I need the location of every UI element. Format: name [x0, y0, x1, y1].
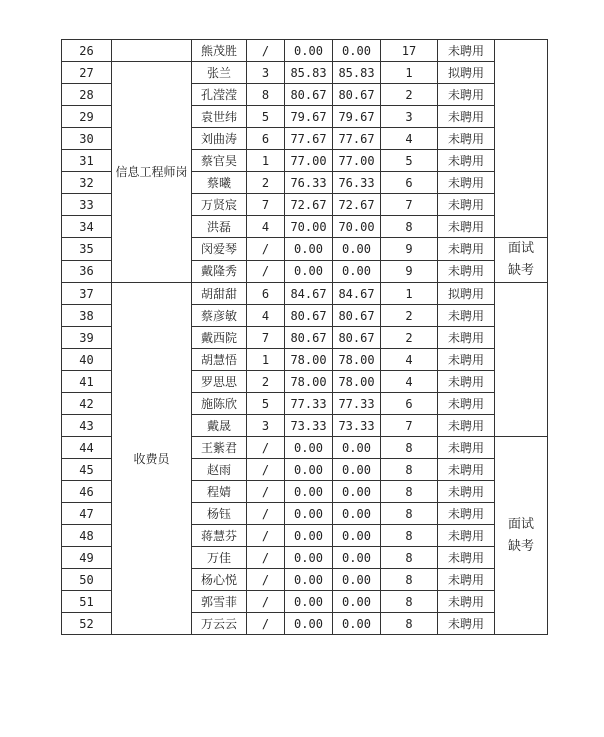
- cell-score2: 84.67: [333, 283, 381, 305]
- cell-score1: 0.00: [285, 260, 333, 283]
- cell-ticket: /: [247, 569, 285, 591]
- cell-score1: 77.00: [285, 150, 333, 172]
- cell-ticket: 3: [247, 62, 285, 84]
- cell-score1: 80.67: [285, 327, 333, 349]
- cell-score1: 0.00: [285, 481, 333, 503]
- cell-score2: 80.67: [333, 327, 381, 349]
- cell-rank: 3: [381, 106, 438, 128]
- cell-score2: 0.00: [333, 238, 381, 261]
- cell-no: 51: [62, 591, 112, 613]
- cell-status: 未聘用: [438, 613, 495, 635]
- cell-status: 未聘用: [438, 238, 495, 261]
- cell-no: 49: [62, 547, 112, 569]
- cell-name: 蔡官昊: [192, 150, 247, 172]
- cell-status: 未聘用: [438, 172, 495, 194]
- cell-score2: 85.83: [333, 62, 381, 84]
- cell-score1: 80.67: [285, 305, 333, 327]
- cell-rank: 6: [381, 172, 438, 194]
- cell-no: 32: [62, 172, 112, 194]
- position-group: [112, 40, 192, 62]
- cell-score2: 76.33: [333, 172, 381, 194]
- cell-score2: 77.00: [333, 150, 381, 172]
- cell-ticket: 7: [247, 327, 285, 349]
- cell-name: 袁世纬: [192, 106, 247, 128]
- cell-name: 戴西院: [192, 327, 247, 349]
- cell-score2: 80.67: [333, 84, 381, 106]
- cell-no: 39: [62, 327, 112, 349]
- cell-ticket: /: [247, 260, 285, 283]
- cell-ticket: 7: [247, 194, 285, 216]
- cell-rank: 8: [381, 569, 438, 591]
- cell-score2: 78.00: [333, 371, 381, 393]
- cell-no: 48: [62, 525, 112, 547]
- cell-ticket: /: [247, 238, 285, 261]
- remark-cell: 面试 缺考: [495, 238, 548, 283]
- cell-status: 未聘用: [438, 525, 495, 547]
- cell-no: 33: [62, 194, 112, 216]
- cell-score1: 85.83: [285, 62, 333, 84]
- cell-score2: 72.67: [333, 194, 381, 216]
- cell-name: 胡慧悟: [192, 349, 247, 371]
- cell-score1: 0.00: [285, 547, 333, 569]
- cell-rank: 1: [381, 62, 438, 84]
- cell-name: 杨心悦: [192, 569, 247, 591]
- cell-status: 未聘用: [438, 40, 495, 62]
- cell-name: 万贤宸: [192, 194, 247, 216]
- cell-ticket: /: [247, 437, 285, 459]
- cell-name: 万佳: [192, 547, 247, 569]
- cell-rank: 6: [381, 393, 438, 415]
- cell-name: 赵雨: [192, 459, 247, 481]
- cell-name: 洪磊: [192, 216, 247, 238]
- cell-name: 刘曲涛: [192, 128, 247, 150]
- cell-ticket: 6: [247, 283, 285, 305]
- cell-rank: 1: [381, 283, 438, 305]
- cell-name: 程婧: [192, 481, 247, 503]
- cell-status: 未聘用: [438, 150, 495, 172]
- cell-no: 40: [62, 349, 112, 371]
- cell-status: 未聘用: [438, 349, 495, 371]
- cell-name: 熊茂胜: [192, 40, 247, 62]
- cell-rank: 9: [381, 238, 438, 261]
- cell-no: 52: [62, 613, 112, 635]
- cell-name: 蒋慧芬: [192, 525, 247, 547]
- cell-ticket: /: [247, 459, 285, 481]
- cell-no: 30: [62, 128, 112, 150]
- cell-status: 未聘用: [438, 194, 495, 216]
- cell-name: 戴晟: [192, 415, 247, 437]
- cell-name: 杨钰: [192, 503, 247, 525]
- cell-no: 37: [62, 283, 112, 305]
- cell-score1: 84.67: [285, 283, 333, 305]
- table-row: [62, 62, 548, 84]
- cell-status: 未聘用: [438, 437, 495, 459]
- cell-rank: 8: [381, 503, 438, 525]
- cell-no: 28: [62, 84, 112, 106]
- remark-cell: [495, 40, 548, 238]
- cell-score1: 78.00: [285, 371, 333, 393]
- cell-status: 未聘用: [438, 481, 495, 503]
- cell-name: 张兰: [192, 62, 247, 84]
- cell-rank: 4: [381, 371, 438, 393]
- cell-score2: 0.00: [333, 40, 381, 62]
- cell-status: 未聘用: [438, 216, 495, 238]
- cell-score2: 0.00: [333, 547, 381, 569]
- cell-rank: 17: [381, 40, 438, 62]
- cell-score1: 72.67: [285, 194, 333, 216]
- cell-score1: 76.33: [285, 172, 333, 194]
- cell-status: 未聘用: [438, 305, 495, 327]
- cell-score1: 77.33: [285, 393, 333, 415]
- cell-no: 45: [62, 459, 112, 481]
- cell-score1: 0.00: [285, 40, 333, 62]
- remark-cell: [495, 283, 548, 437]
- cell-score2: 77.33: [333, 393, 381, 415]
- cell-no: 34: [62, 216, 112, 238]
- cell-name: 蔡彦敏: [192, 305, 247, 327]
- cell-no: 29: [62, 106, 112, 128]
- cell-name: 戴隆秀: [192, 260, 247, 283]
- cell-score1: 0.00: [285, 437, 333, 459]
- cell-status: 未聘用: [438, 415, 495, 437]
- table-row: [62, 283, 548, 305]
- cell-score2: 0.00: [333, 591, 381, 613]
- remark-cell: 面试 缺考: [495, 437, 548, 635]
- cell-score2: 73.33: [333, 415, 381, 437]
- cell-score2: 0.00: [333, 481, 381, 503]
- cell-ticket: /: [247, 40, 285, 62]
- cell-status: 未聘用: [438, 260, 495, 283]
- cell-ticket: /: [247, 613, 285, 635]
- cell-score1: 0.00: [285, 503, 333, 525]
- cell-no: 38: [62, 305, 112, 327]
- cell-score2: 0.00: [333, 260, 381, 283]
- cell-no: 47: [62, 503, 112, 525]
- cell-no: 46: [62, 481, 112, 503]
- cell-status: 未聘用: [438, 393, 495, 415]
- cell-score2: 0.00: [333, 613, 381, 635]
- cell-score2: 0.00: [333, 569, 381, 591]
- cell-status: 未聘用: [438, 547, 495, 569]
- cell-rank: 7: [381, 194, 438, 216]
- cell-name: 蔡曦: [192, 172, 247, 194]
- cell-rank: 5: [381, 150, 438, 172]
- cell-score2: 80.67: [333, 305, 381, 327]
- cell-ticket: 4: [247, 216, 285, 238]
- cell-ticket: 8: [247, 84, 285, 106]
- cell-ticket: 5: [247, 393, 285, 415]
- cell-rank: 7: [381, 415, 438, 437]
- cell-name: 胡甜甜: [192, 283, 247, 305]
- cell-no: 41: [62, 371, 112, 393]
- cell-score1: 0.00: [285, 613, 333, 635]
- cell-score2: 0.00: [333, 437, 381, 459]
- cell-no: 42: [62, 393, 112, 415]
- cell-ticket: 4: [247, 305, 285, 327]
- cell-no: 31: [62, 150, 112, 172]
- cell-rank: 2: [381, 305, 438, 327]
- cell-name: 闵爱琴: [192, 238, 247, 261]
- cell-no: 35: [62, 238, 112, 261]
- cell-status: 未聘用: [438, 569, 495, 591]
- cell-ticket: 2: [247, 371, 285, 393]
- cell-ticket: 3: [247, 415, 285, 437]
- cell-status: 未聘用: [438, 459, 495, 481]
- cell-rank: 2: [381, 84, 438, 106]
- cell-ticket: 5: [247, 106, 285, 128]
- cell-score2: 77.67: [333, 128, 381, 150]
- cell-ticket: 1: [247, 349, 285, 371]
- cell-rank: 8: [381, 525, 438, 547]
- cell-score1: 73.33: [285, 415, 333, 437]
- cell-score2: 70.00: [333, 216, 381, 238]
- cell-no: 27: [62, 62, 112, 84]
- table-body: [62, 40, 548, 635]
- cell-rank: 2: [381, 327, 438, 349]
- position-group: 收费员: [112, 283, 192, 635]
- cell-rank: 8: [381, 437, 438, 459]
- cell-score1: 79.67: [285, 106, 333, 128]
- cell-rank: 9: [381, 260, 438, 283]
- cell-no: 44: [62, 437, 112, 459]
- cell-status: 未聘用: [438, 128, 495, 150]
- cell-no: 43: [62, 415, 112, 437]
- cell-rank: 8: [381, 591, 438, 613]
- cell-name: 孔滢滢: [192, 84, 247, 106]
- cell-score2: 0.00: [333, 525, 381, 547]
- cell-score2: 78.00: [333, 349, 381, 371]
- cell-score2: 0.00: [333, 459, 381, 481]
- cell-name: 王紫君: [192, 437, 247, 459]
- cell-ticket: /: [247, 481, 285, 503]
- cell-status: 未聘用: [438, 84, 495, 106]
- cell-score1: 0.00: [285, 569, 333, 591]
- cell-rank: 8: [381, 459, 438, 481]
- results-table: [61, 39, 548, 635]
- cell-rank: 8: [381, 216, 438, 238]
- cell-status: 未聘用: [438, 327, 495, 349]
- cell-no: 26: [62, 40, 112, 62]
- table-row: [62, 40, 548, 62]
- position-group: 信息工程师岗: [112, 62, 192, 283]
- cell-ticket: /: [247, 591, 285, 613]
- cell-ticket: /: [247, 525, 285, 547]
- cell-score1: 0.00: [285, 459, 333, 481]
- cell-score1: 78.00: [285, 349, 333, 371]
- cell-rank: 8: [381, 481, 438, 503]
- cell-rank: 8: [381, 613, 438, 635]
- cell-ticket: 2: [247, 172, 285, 194]
- cell-no: 36: [62, 260, 112, 283]
- cell-name: 郭雪菲: [192, 591, 247, 613]
- cell-score1: 70.00: [285, 216, 333, 238]
- cell-ticket: 1: [247, 150, 285, 172]
- cell-ticket: 6: [247, 128, 285, 150]
- cell-ticket: /: [247, 547, 285, 569]
- cell-name: 施陈欣: [192, 393, 247, 415]
- cell-ticket: /: [247, 503, 285, 525]
- cell-rank: 8: [381, 547, 438, 569]
- cell-status: 拟聘用: [438, 62, 495, 84]
- cell-rank: 4: [381, 128, 438, 150]
- cell-status: 未聘用: [438, 591, 495, 613]
- cell-name: 万云云: [192, 613, 247, 635]
- cell-score2: 0.00: [333, 503, 381, 525]
- cell-rank: 4: [381, 349, 438, 371]
- cell-score1: 80.67: [285, 84, 333, 106]
- cell-status: 未聘用: [438, 106, 495, 128]
- cell-score2: 79.67: [333, 106, 381, 128]
- cell-score1: 0.00: [285, 525, 333, 547]
- cell-score1: 0.00: [285, 238, 333, 261]
- cell-status: 未聘用: [438, 371, 495, 393]
- cell-score1: 77.67: [285, 128, 333, 150]
- cell-status: 未聘用: [438, 503, 495, 525]
- cell-status: 拟聘用: [438, 283, 495, 305]
- cell-no: 50: [62, 569, 112, 591]
- cell-name: 罗思思: [192, 371, 247, 393]
- cell-score1: 0.00: [285, 591, 333, 613]
